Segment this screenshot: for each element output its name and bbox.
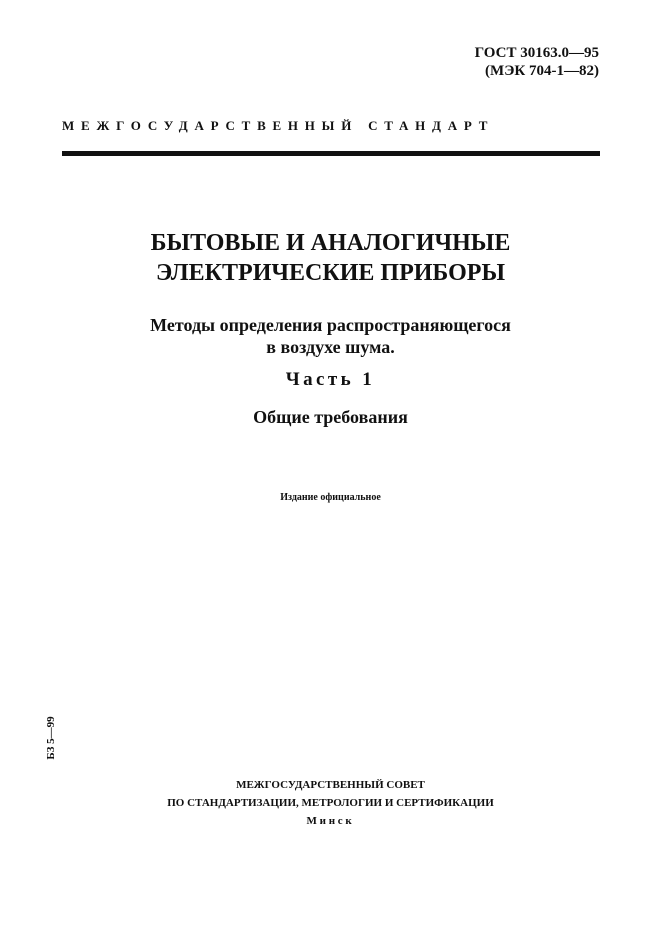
publisher-line-2: ПО СТАНДАРТИЗАЦИИ, МЕТРОЛОГИИ И СЕРТИФИКАЦИИ [167, 797, 494, 809]
publisher-line-1: МЕЖГОСУДАРСТВЕННЫЙ СОВЕТ [236, 779, 425, 791]
part-label: Часть 1 [285, 369, 376, 390]
publisher-block [0, 776, 661, 830]
gost-number-block [475, 44, 599, 80]
document-subtitle [0, 314, 661, 358]
subtitle-line-2: в воздухе шума. [266, 337, 395, 357]
part-title: Общие требования [253, 407, 408, 427]
publisher-city: Минск [306, 815, 355, 827]
subtitle-line-1: Методы определения распространяющегося [150, 315, 511, 335]
heading-divider [62, 151, 600, 156]
side-code: БЗ 5—99 [45, 716, 57, 760]
gost-number: ГОСТ 30163.0—95 [474, 45, 599, 61]
edition-note: Издание официальное [280, 492, 381, 503]
iec-number: (МЭК 704-1—82) [485, 63, 599, 79]
title-line-2: ЭЛЕКТРИЧЕСКИЕ ПРИБОРЫ [155, 260, 506, 286]
title-line-1: БЫТОВЫЕ И АНАЛОГИЧНЫЕ [150, 230, 511, 256]
standard-type-heading: МЕЖГОСУДАРСТВЕННЫЙ СТАНДАРТ [62, 118, 495, 133]
document-title [0, 228, 661, 288]
